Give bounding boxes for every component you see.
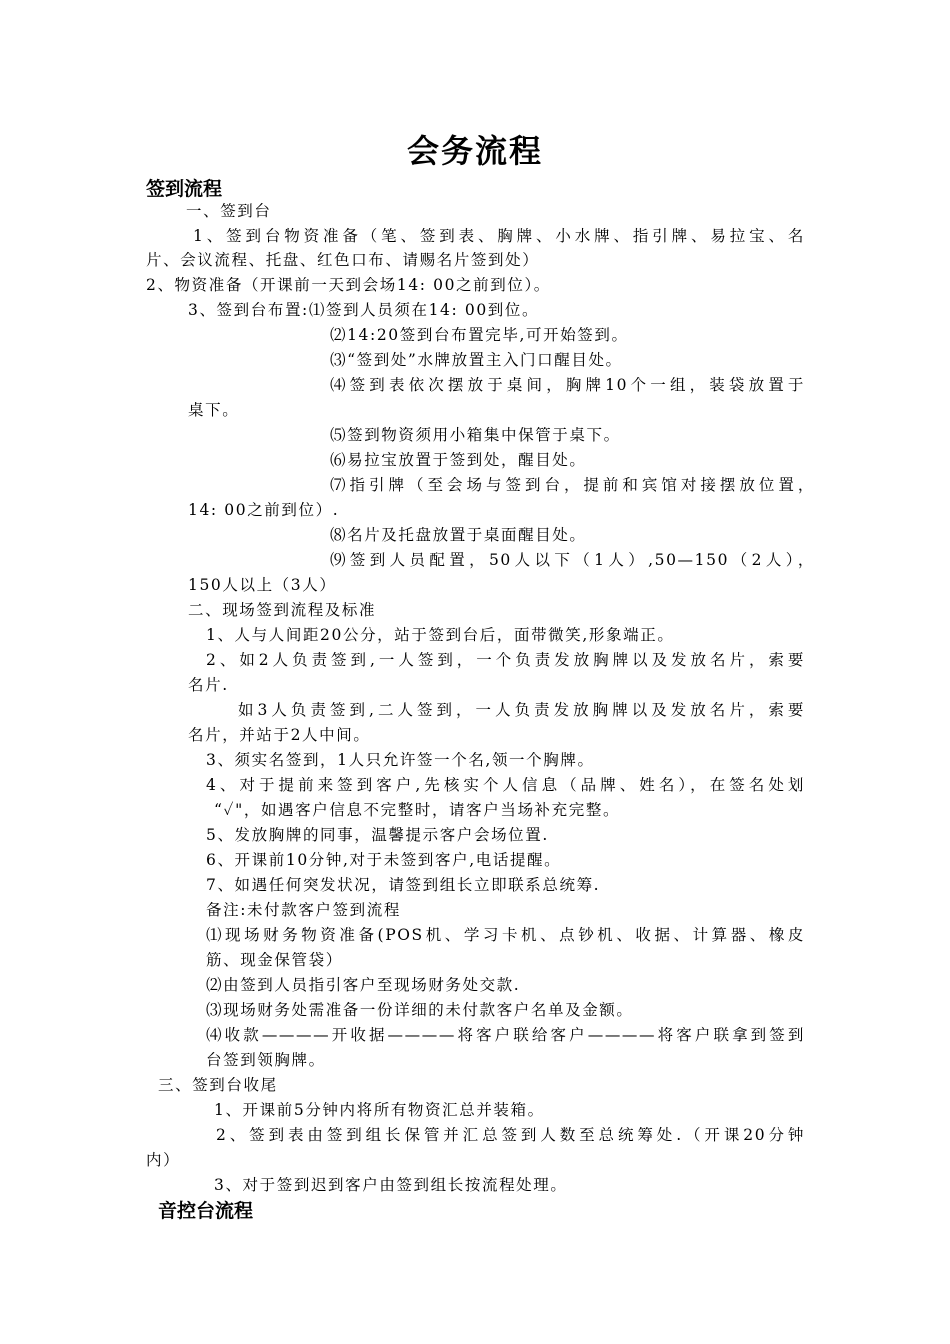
text-line: 二、现场签到流程及标准 xyxy=(188,601,377,619)
text-line: 名片. xyxy=(188,676,229,694)
text-line: 6、开课前10分钟,对于未签到客户,电话提醒。 xyxy=(206,851,562,869)
text-line: ⑶现场财务处需准备一份详细的未付款客户名单及金额。 xyxy=(206,1001,634,1019)
text-line: 1、开课前5分钟内将所有物资汇总并装箱。 xyxy=(214,1101,545,1119)
text-line: 2、签到表由签到组长保管并汇总签到人数至总统筹处.（开课20分钟 xyxy=(216,1126,805,1144)
document-title: 会务流程 xyxy=(406,132,543,170)
text-line: 1、签到台物资准备（笔、签到表、胸牌、小水牌、指引牌、易拉宝、名 xyxy=(193,227,805,245)
text-line: 4、对于提前来签到客户,先核实个人信息（品牌、姓名），在签名处划 xyxy=(206,776,805,794)
text-line: 2、如2人负责签到,一人签到，一个负责发放胸牌以及发放名片，索要 xyxy=(206,651,805,669)
text-line: 150人以上（3人） xyxy=(188,576,337,594)
text-line: ⑷收款————开收据————将客户联给客户————将客户联拿到签到 xyxy=(206,1026,805,1044)
text-line: ⑼签到人员配置，50人以下（1人）,50—150（2人）， xyxy=(330,551,815,569)
text-line: ⑸签到物资须用小箱集中保管于桌下。 xyxy=(330,426,621,444)
text-line: 14: 00之前到位）. xyxy=(188,501,340,519)
text-line: 台签到领胸牌。 xyxy=(206,1051,326,1069)
text-line: ⑴现场财务物资准备(POS机、学习卡机、点钞机、收据、计算器、橡皮 xyxy=(206,926,805,944)
text-line: 筋、现金保管袋） xyxy=(206,951,343,969)
text-line: 片、会议流程、托盘、红色口布、请赐名片签到处） xyxy=(146,251,540,269)
section-heading-signin: 签到流程 xyxy=(146,178,223,200)
text-line: 桌下。 xyxy=(188,401,240,419)
text-line: ⑵14:20签到台布置完毕,可开始签到。 xyxy=(330,326,629,344)
text-line: 3、签到台布置:⑴签到人员须在14: 00到位。 xyxy=(188,301,540,319)
text-line: 5、发放胸牌的同事，温馨提示客户会场位置. xyxy=(206,826,549,844)
text-line: ⑹易拉宝放置于签到处，醒目处。 xyxy=(330,451,587,469)
text-line: ⑷签到表依次摆放于桌间，胸牌10个一组，装袋放置于 xyxy=(330,376,805,394)
text-line: “✓"，如遇客户信息不完整时，请客户当场补充完整。 xyxy=(214,801,621,819)
text-line: 备注:未付款客户签到流程 xyxy=(206,901,401,919)
text-line: 三、签到台收尾 xyxy=(158,1076,278,1094)
text-line: ⑻名片及托盘放置于桌面醒目处。 xyxy=(330,526,587,544)
text-line: ⑺指引牌（至会场与签到台，提前和宾馆对接摆放位置， xyxy=(330,476,815,494)
text-line: 2、物资准备（开课前一天到会场14: 00之前到位）。 xyxy=(146,276,551,294)
text-line: 1、人与人间距20公分，站于签到台后，面带微笑,形象端正。 xyxy=(206,626,675,644)
text-line: 3、对于签到迟到客户由签到组长按流程处理。 xyxy=(214,1176,568,1194)
text-line: 如3人负责签到,二人签到，一人负责发放胸牌以及发放名片，索要 xyxy=(238,701,805,719)
text-line: ⑵由签到人员指引客户至现场财务处交款. xyxy=(206,976,521,994)
section-heading-audio: 音控台流程 xyxy=(158,1200,254,1222)
text-line: 7、如遇任何突发状况，请签到组长立即联系总统筹. xyxy=(206,876,601,894)
text-line: 名片，并站于2人中间。 xyxy=(188,726,371,744)
text-line: 3、须实名签到，1人只允许签一个名,领一个胸牌。 xyxy=(206,751,595,769)
text-line: ⑶“签到处”水牌放置主入门口醒目处。 xyxy=(330,351,623,369)
text-line: 内） xyxy=(146,1151,181,1169)
text-line: 一、签到台 xyxy=(186,202,272,220)
